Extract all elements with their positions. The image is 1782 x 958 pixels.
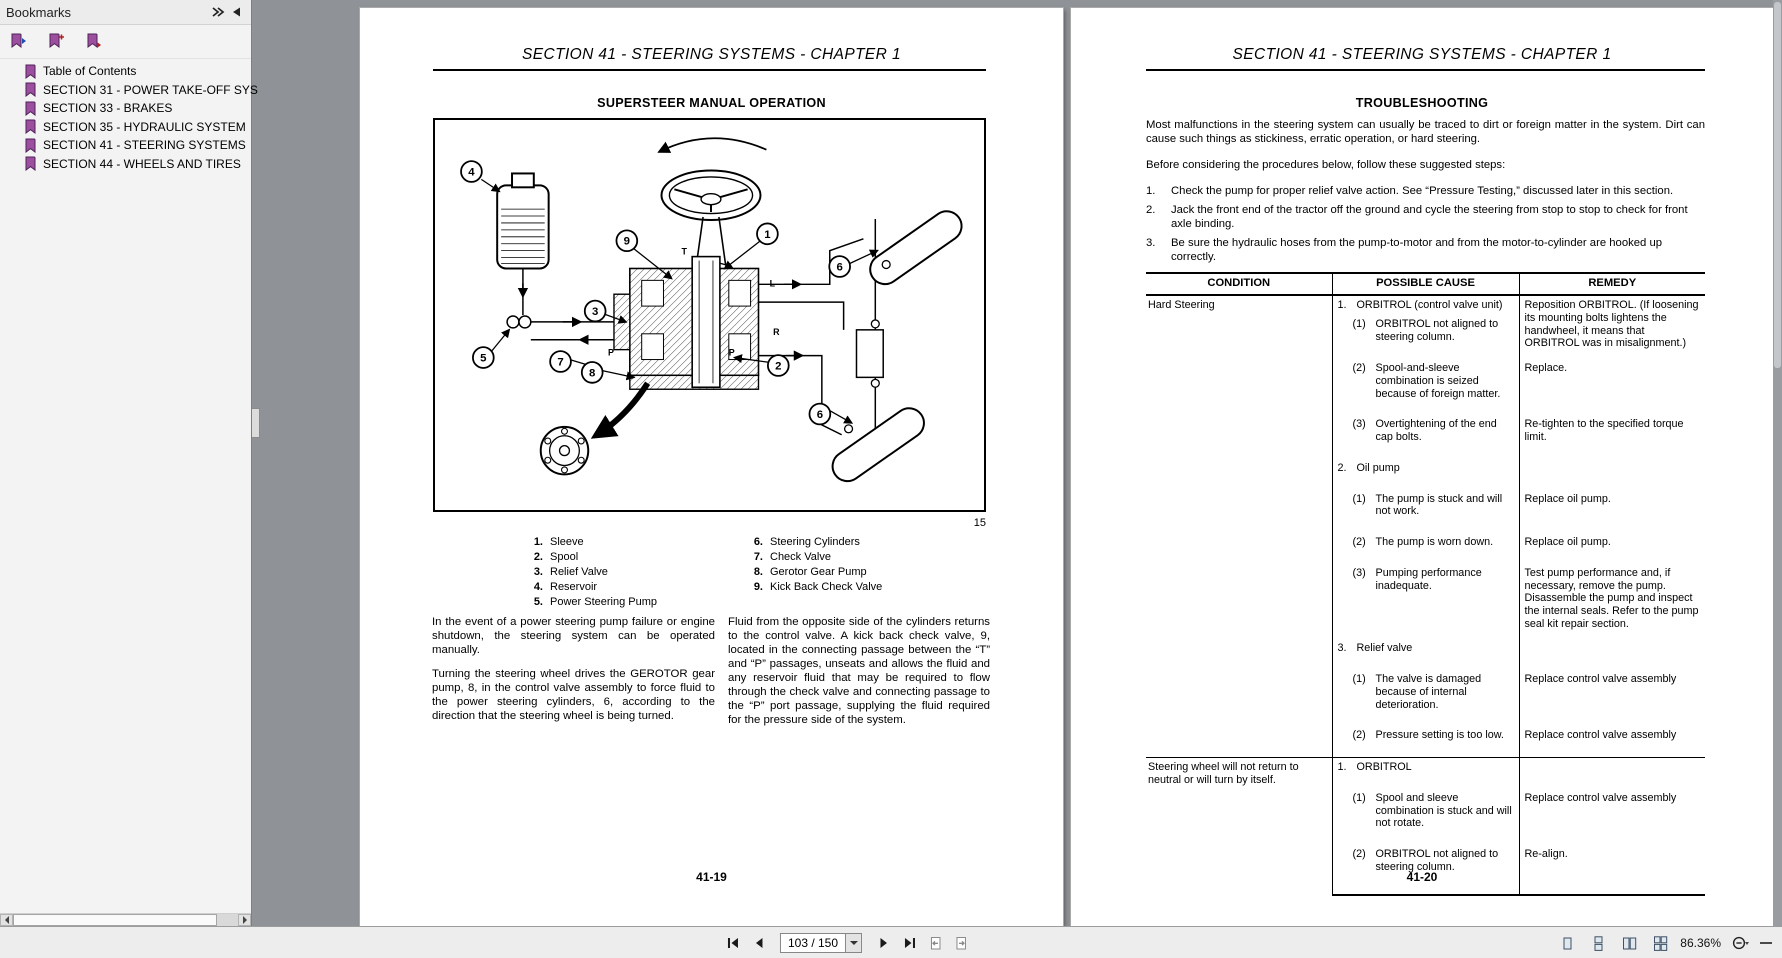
column-header-possible-cause: POSSIBLE CAUSE (1332, 273, 1519, 295)
continuous-two-up-icon[interactable] (1649, 932, 1672, 955)
legend-number: 1. (533, 536, 543, 548)
remedy-cell (1519, 758, 1705, 789)
scroll-right-icon[interactable] (238, 914, 251, 926)
bookmark-item-label: SECTION 31 - POWER TAKE-OFF SYS (43, 82, 258, 97)
cause-number: (2) (1352, 536, 1366, 549)
cause-number: (2) (1352, 362, 1366, 375)
cause-number: 1. (1337, 299, 1347, 312)
body-text-column (432, 615, 715, 723)
two-up-icon[interactable] (1618, 932, 1641, 955)
cause-number: (1) (1352, 791, 1366, 804)
table-row (1146, 758, 1705, 789)
collapse-panel-icon[interactable] (227, 3, 245, 21)
legend-label: Relief Valve (550, 566, 608, 578)
port-label: T (681, 246, 687, 257)
vertical-scrollbar[interactable] (1773, 0, 1782, 926)
vertical-scrollbar-thumb[interactable] (1774, 2, 1781, 368)
first-page-icon[interactable] (721, 932, 744, 955)
cause-text: Relief valve (1356, 642, 1413, 655)
bookmarks-panel (0, 0, 258, 926)
header-rule (1146, 69, 1705, 71)
bookmarks-toolbar (0, 25, 251, 59)
previous-page-icon[interactable] (747, 932, 770, 955)
legend-column (743, 535, 882, 595)
legend-number: 4. (533, 581, 543, 593)
legend-label: Gerotor Gear Pump (770, 566, 867, 578)
column-header-condition: CONDITION (1146, 273, 1332, 295)
legend-number: 6. (753, 536, 763, 548)
bookmark-item-label: SECTION 33 - BRAKES (43, 101, 173, 116)
step-text: Jack the front end of the tractor off the ground and cycle the steering from stop to stop to check for front axle binding. (1171, 204, 1688, 231)
callout-number: 6 (816, 408, 824, 421)
body-text-column (728, 615, 990, 727)
remedy-cell: Re-align. (1519, 845, 1705, 894)
troubleshooting-table (1146, 272, 1705, 896)
bookmark-icon (24, 82, 37, 97)
section-header: SECTION 41 - STEERING SYSTEMS - CHAPTER 1 (522, 46, 901, 63)
document-page-41-20 (1071, 8, 1773, 926)
callout-number: 2 (775, 360, 782, 373)
bookmark-item-label: SECTION 35 - HYDRAULIC SYSTEM (43, 119, 246, 134)
cause-text: Oil pump (1356, 461, 1400, 474)
cause-item (1338, 418, 1514, 443)
rotation-arrow (660, 138, 767, 151)
port-label: P (728, 347, 735, 358)
cause-item (1338, 792, 1514, 830)
continuous-icon[interactable] (1587, 932, 1610, 955)
bookmark-icon (24, 138, 37, 153)
page-number-value[interactable]: 103 / 150 (787, 936, 839, 950)
cause-cell (1332, 789, 1519, 845)
bookmark-item-label: SECTION 41 - STEERING SYSTEMS (43, 138, 246, 153)
bookmarks-panel-title: Bookmarks (6, 4, 72, 20)
cause-item (1338, 673, 1514, 711)
remedy-cell: Reposition ORBITROL. (If loosening its mounting bolts lightens the handwheel, it means that ORBITROL was in misalignment.) (1524, 299, 1699, 350)
figure-number: 15 (973, 517, 986, 529)
step-text: Check the pump for proper relief valve action. See “Pressure Testing,” discussed later in this section. (1171, 185, 1674, 197)
legend-column (523, 535, 657, 610)
remedy-cell (1519, 459, 1705, 490)
figure-box (433, 118, 986, 512)
remedy-cell: Replace control valve assembly (1524, 729, 1677, 742)
troubleshooting-title: TROUBLESHOOTING (1355, 96, 1489, 110)
legend-number: 5. (533, 596, 543, 608)
condition-cell: Steering wheel will not return to neutral or will turn by itself. (1146, 758, 1332, 895)
step-item (1146, 203, 1709, 231)
horizontal-scrollbar-thumb[interactable] (13, 914, 217, 926)
bookmark-item-label: SECTION 44 - WHEELS AND TIRES (43, 156, 241, 171)
remedy-cell: Replace control valve assembly (1524, 791, 1677, 804)
cause-text: ORBITROL (control valve unit) (1356, 299, 1503, 312)
bookmark-item[interactable] (0, 99, 251, 118)
cause-number: 1. (1337, 761, 1347, 774)
legend-entry (523, 595, 657, 610)
steering-cylinders-drawing (827, 205, 968, 486)
cause-cell (1332, 758, 1519, 789)
callout-number: 7 (557, 356, 564, 369)
cause-item (1338, 493, 1514, 518)
bookmark-icon (24, 64, 37, 79)
control-valve-drawing (614, 257, 759, 390)
remedy-cell: Replace oil pump. (1524, 536, 1611, 549)
next-view-icon[interactable] (950, 932, 973, 955)
table-section (1146, 295, 1705, 757)
callout-number: 1 (764, 228, 771, 241)
panel-splitter[interactable] (252, 408, 260, 438)
bookmark-icon (24, 101, 37, 116)
bookmarks-panel-header (0, 0, 251, 25)
bookmark-item[interactable] (0, 62, 251, 81)
zoom-slider-track-icon[interactable] (1760, 942, 1772, 944)
step-number: 1. (1146, 185, 1156, 197)
legend-number: 3. (533, 566, 543, 578)
step-item (1146, 236, 1709, 264)
legend-label: Steering Cylinders (770, 536, 860, 548)
remedy-cell: Replace control valve assembly (1524, 673, 1677, 686)
callout-number: 8 (589, 367, 596, 380)
cause-number: (2) (1352, 848, 1366, 861)
legend-entry (743, 565, 882, 580)
cause-cell (1332, 533, 1519, 564)
callout-number: 4 (468, 166, 475, 179)
step-item (1146, 184, 1709, 198)
cause-text: ORBITROL not aligned to steering column. (1375, 848, 1499, 873)
cause-number: 3. (1337, 642, 1347, 655)
cause-number: (1) (1352, 317, 1366, 330)
gerotor-pump-drawing (541, 427, 589, 475)
scroll-left-icon[interactable] (0, 914, 13, 926)
remedy-cell: Re-tighten to the specified torque limit. (1524, 418, 1684, 444)
legend-entry (523, 580, 657, 595)
cause-item (1338, 318, 1514, 343)
legend-label: Sleeve (550, 536, 584, 548)
section-header: SECTION 41 - STEERING SYSTEMS - CHAPTER 1 (1232, 46, 1612, 63)
single-page-icon[interactable] (1556, 932, 1579, 955)
cause-text: The pump is stuck and will not work. (1375, 492, 1503, 518)
step-number: 2. (1146, 204, 1156, 217)
legend-entry (523, 535, 657, 550)
table-row (1146, 295, 1705, 359)
remedy-cell: Replace oil pump. (1524, 492, 1611, 505)
bookmark-item[interactable] (0, 155, 251, 174)
document-page-41-19 (360, 8, 1063, 926)
zoom-out-icon[interactable] (1729, 932, 1752, 955)
cause-cell (1332, 726, 1519, 757)
cause-text: Spool and sleeve combination is stuck and will not rotate. (1375, 791, 1512, 830)
page-number-field[interactable] (780, 933, 862, 953)
body-paragraph: In the event of a power steering pump failure or engine shutdown, the steering system can be operated manually. (432, 616, 715, 657)
steering-wheel-drawing (661, 170, 760, 219)
reservoir-drawing (497, 173, 548, 268)
legend-label: Kick Back Check Valve (770, 581, 883, 593)
bookmark-icon (24, 119, 37, 134)
legend-number: 9. (753, 581, 763, 593)
cause-number: (3) (1352, 566, 1366, 579)
cause-cell (1332, 490, 1519, 533)
bookmark-item-label: Table of Contents (43, 64, 137, 79)
cause-text: Pumping performance inadequate. (1375, 566, 1482, 592)
expand-current-bookmark-icon[interactable] (8, 32, 28, 50)
new-bookmark-icon[interactable] (46, 32, 66, 50)
zoom-level: 86.36% (1680, 936, 1721, 950)
legend-label: Power Steering Pump (550, 596, 657, 608)
legend-label: Reservoir (550, 581, 598, 593)
cause-text: Spool-and-sleeve combination is seized because of foreign matter. (1375, 362, 1501, 400)
cause-cell (1332, 415, 1519, 458)
cause-text: ORBITROL (1356, 761, 1412, 774)
cause-cell (1332, 639, 1519, 670)
step-text: Be sure the hydraulic hoses from the pump-to-motor and from the motor-to-cylinder are hooked up correctly. (1171, 237, 1663, 264)
step-number: 3. (1146, 237, 1156, 250)
cause-item (1338, 462, 1514, 475)
callout-number: 9 (623, 235, 631, 248)
cause-text: ORBITROL not aligned to steering column. (1375, 317, 1499, 343)
cause-number: (3) (1352, 418, 1366, 431)
cause-item (1338, 299, 1514, 312)
callout-number: 3 (592, 306, 599, 318)
expand-all-icon[interactable] (209, 3, 227, 21)
next-page-icon[interactable] (872, 932, 895, 955)
cause-text: The valve is damaged because of internal deterioration. (1375, 673, 1482, 711)
port-label: P (608, 347, 614, 358)
legend-entry (743, 535, 882, 550)
legend-number: 2. (533, 551, 543, 563)
view-zoom-controls (1556, 927, 1772, 958)
port-label: R (773, 326, 780, 337)
column-header-remedy: REMEDY (1519, 273, 1705, 295)
legend-entry (523, 550, 657, 565)
remedy-cell: Replace. (1524, 362, 1568, 375)
condition-cell: Hard Steering (1148, 299, 1215, 312)
cause-cell (1332, 295, 1519, 359)
remedy-cell (1519, 639, 1705, 670)
figure-legend (433, 535, 986, 613)
bottom-toolbar (0, 926, 1782, 958)
intro-paragraph: Before considering the procedures below, follow these suggested steps: (1146, 159, 1506, 171)
last-page-icon[interactable] (898, 932, 921, 955)
remedy-cell: Test pump performance and, if necessary, remove the pump. Disassemble the pump and inspect the internal seals. Refer to the pump seal kit repair section. (1524, 566, 1699, 630)
port-label: L (769, 278, 776, 289)
cause-number: (2) (1352, 729, 1366, 742)
bookmark-options-icon[interactable] (84, 32, 104, 50)
steps-list (1146, 184, 1709, 270)
cause-item (1338, 567, 1514, 592)
legend-entry (523, 565, 657, 580)
page-navigation-controls (721, 927, 973, 958)
legend-entry (743, 550, 882, 565)
bookmark-item[interactable] (0, 81, 258, 100)
bookmarks-horizontal-scrollbar (0, 913, 251, 926)
cause-item (1338, 729, 1514, 742)
cause-cell (1332, 670, 1519, 726)
page-number: 41-19 (696, 870, 727, 884)
bookmark-item[interactable] (0, 136, 251, 155)
legend-label: Check Valve (770, 551, 831, 563)
bookmark-tree (0, 59, 258, 173)
bookmark-icon (24, 156, 37, 171)
detail-arrow (597, 383, 647, 434)
legend-entry (743, 580, 882, 595)
intro-paragraph: Most malfunctions in the steering system can usually be traced to dirt or foreign matter in the system. Dirt can cause such things as stickiness, erratic operation, or hard steering. (1146, 119, 1705, 146)
horizontal-scrollbar-track[interactable] (13, 914, 238, 926)
cause-number: (1) (1352, 492, 1366, 505)
cause-cell (1332, 359, 1519, 415)
legend-label: Spool (550, 551, 579, 563)
cause-item (1338, 642, 1514, 655)
legend-number: 7. (753, 551, 763, 563)
table-header-row (1146, 273, 1705, 295)
cause-item (1338, 362, 1514, 400)
cause-number: 2. (1337, 461, 1347, 474)
page-select-dropdown-icon[interactable] (845, 934, 861, 952)
header-rule (433, 69, 986, 71)
cause-item (1338, 536, 1514, 549)
body-paragraph: Turning the steering wheel drives the GEROTOR gear pump, 8, in the control valve assembly to force fluid to the power steering cylinders, 6, according to the direction that the steering wheel is being turned. (432, 668, 715, 723)
cause-item (1338, 761, 1514, 774)
cause-cell (1332, 564, 1519, 640)
legend-number: 8. (753, 566, 763, 578)
body-paragraph: Fluid from the opposite side of the cylinders returns to the control valve. A kick back check valve, 9, located in the connecting passage between the “T” and “P” passages, unseats and allows the fluid and any reservoir fluid that may be required to flow through the check valve and connecting passage to the “P” port passage, supplying the fluid required for the pressure side of the system. (728, 616, 990, 727)
cause-text: Pressure setting is too low. (1375, 729, 1504, 742)
page-number: 41-20 (1406, 870, 1438, 884)
previous-view-icon[interactable] (924, 932, 947, 955)
bookmark-item[interactable] (0, 118, 251, 137)
cause-number: (1) (1352, 673, 1366, 686)
steering-system-diagram (435, 120, 984, 510)
cause-text: Overtightening of the end cap bolts. (1375, 418, 1497, 444)
callout-number: 6 (836, 261, 843, 274)
cause-cell (1332, 459, 1519, 490)
figure-page-title: SUPERSTEER MANUAL OPERATION (597, 96, 826, 110)
callout-number: 5 (480, 352, 487, 365)
cause-text: The pump is worn down. (1375, 536, 1494, 549)
